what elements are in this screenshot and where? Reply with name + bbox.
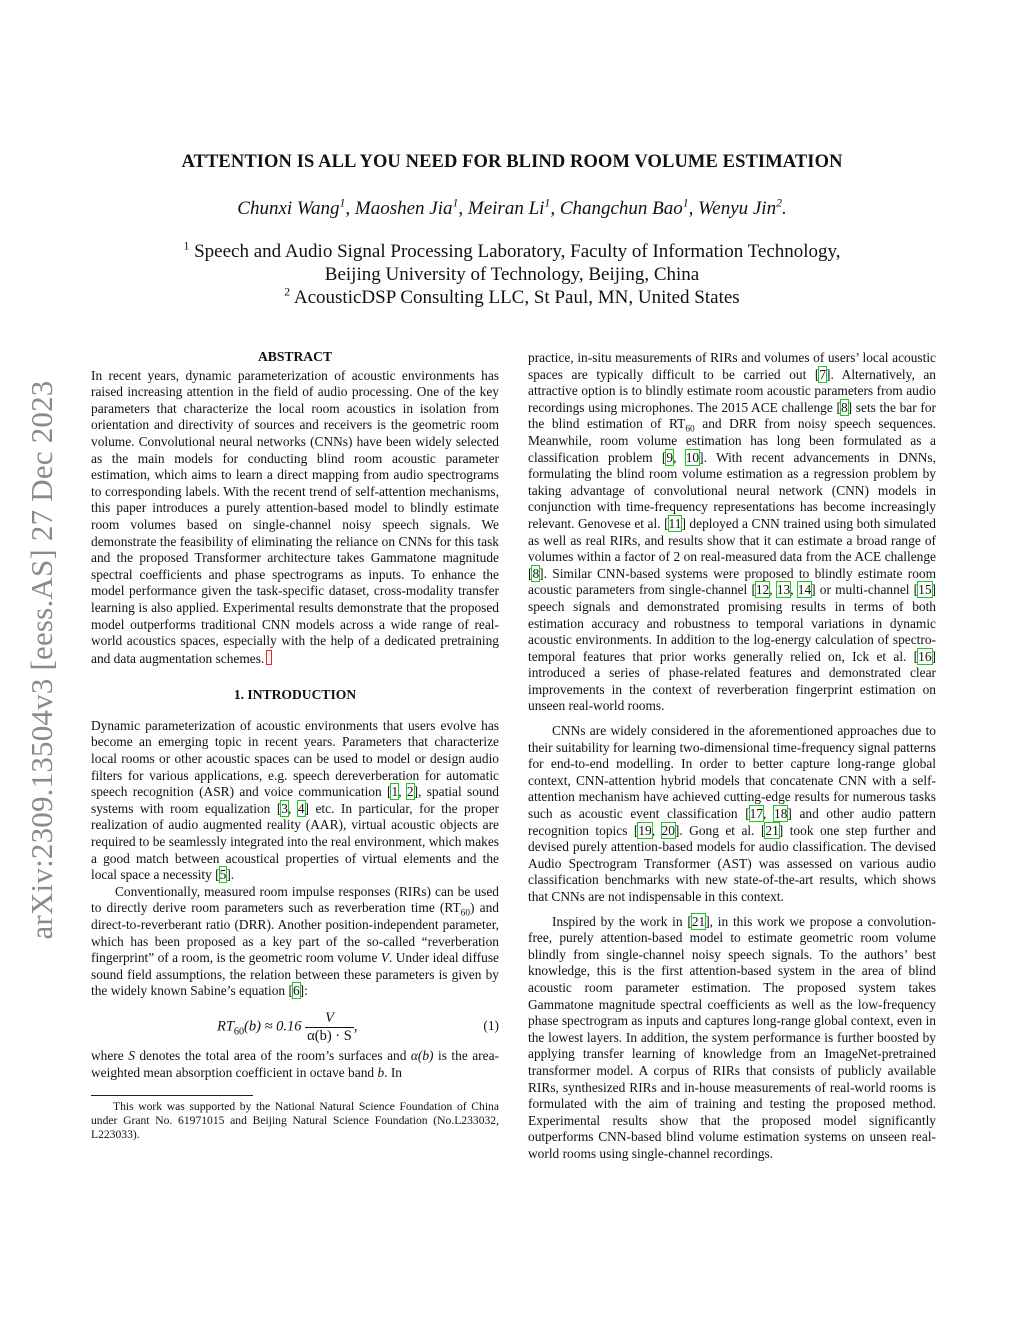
abstract-text: In recent years, dynamic parameterization of acoustic environments has raised increasing attention in the field of audio processing. One of the key parameters that characterize the local room acoustics in isolation from orientation and directivity of sources and receivers is the geometric room volume. Convolutional neural networks (CNNs) have been widely selected as the main models for conducting blind room acoustic parameter estimation, which aims to learn a direct mapping from audio spectrograms to corresponding labels. With the recent trend of self-attention mechanisms, this paper introduces a purely attention-based model to blindly estimate room volumes based on single-channel noisy speech signals. We demonstrate the feasibility of eliminating the reliance on CNNs for this task and the proposed Transformer architecture takes Gammatone magnitude spectral coefficients and phase spectrograms as inputs. To enhance the model performance given the task-specific dataset, cross-modality transfer learning is also applied. Experimental results demonstrate that the proposed model outperforms traditional CNN models across a wide range of real-world acoustics spaces, especially with the help of a dedicated pretraining and data augmentation schemes. [91,367,499,666]
citation-link[interactable]: 8 [532,565,540,581]
citation-link[interactable]: 13 [776,582,791,598]
affiliations [0,240,1024,309]
citation-link[interactable]: 5 [219,867,227,883]
citation-link[interactable]: 15 [918,582,932,598]
equation-expression: $RT_{60}(b) \approx 0.16$ $\frac{V}{\alpha(b) \cdot S}$ , [217,1009,358,1044]
citation-link[interactable]: 18 [774,806,788,822]
author: Changchun Bao$^1$, [559,196,699,219]
left-column [91,349,499,1142]
intro-paragraph: where S denotes the total area of the room’s surfaces and α(b) is the area-weighted mean absorption coefficient in octave band b. In [91,1047,499,1080]
citation-link[interactable]: 21 [765,822,779,838]
citation-link[interactable]: 16 [918,648,932,664]
citation-link[interactable]: 7 [819,366,827,382]
funding-note: This work was supported by the National Natural Science Foundation of China under Grant No. 61971015 and Beijing Natural Science Foundation (No.L233032, L223033). [91,1100,499,1142]
affiliation-1-location: Beijing University of Technology, Beijing, China [324,264,700,285]
citation-link[interactable]: 1 [391,784,399,800]
intro-paragraph: practice, in-situ measurements of RIRs and volumes of users’ local acoustic spaces are typically difficult to be carried out [7]. Alternatively, an attractive option is to blindly estimate room acoustic parameters from audio recordings using microphones. The 2015 ACE challenge [8] sets the bar for the blind estimation of $RT_{60}$ and DRR from noisy speech sequences. Meanwhile, room volume estimation has long been formulated as a classification problem [9, 10]. With recent advancements in DNNs, formulating the blind room volume estimation as a regression problem by taking advantage of convolutional neural network (CNN) models in conjunction with time-frequency representations has become increasingly relevant. Genovese et al. [11] deployed a CNN trained using both simulated as well as real RIRs, and results show that it can estimate a broad range of volumes within a factor of 2 on real-measured data from the ACE challenge [8]. Similar CNN-based systems were proposed to blindly estimate room acoustic parameters from single-channel [12, 13, 14] or multi-channel [15] speech signals and demonstrated promising results in terms of both estimation accuracy and robustness to temporal variations in dynamic acoustic environments. In addition to the log-energy calculation of spectro-temporal features that prior works generally relied on, Ick et al. [16] introduced a series of phase-related features and demonstrated clear improvements in the context of reverberation fingerprint estimation on unseen real-world rooms. [528,350,936,714]
arxiv-identifier: arXiv:2309.13504v3 [eess.AS] 27 Dec 2023 [24,380,59,940]
abstract-heading: ABSTRACT [257,349,333,364]
citation-link[interactable]: 3 [281,800,288,816]
citation-link[interactable]: 2 [406,784,414,800]
citation-link[interactable]: 11 [668,515,682,531]
author: Maoshen Jia$^1$, [354,196,468,219]
citation-link[interactable]: 4 [297,800,305,816]
section-heading-introduction: 1. INTRODUCTION [233,687,357,703]
equation-fraction: $\frac{V}{\alpha(b) \cdot S}$ [307,1009,352,1044]
equation-1 [91,1006,499,1044]
citation-link[interactable]: 9 [666,449,674,465]
citation-link[interactable]: 19 [638,822,652,838]
author-list [0,198,1024,220]
citation-link[interactable]: 10 [685,449,700,465]
citation-link[interactable]: 14 [797,582,812,598]
citation-link[interactable]: 17 [749,806,764,822]
intro-paragraph: Conventionally, measured room impulse responses (RIRs) can be used to directly derive room parameters such as reverberation time $(RT_{60})$ and direct-to-reverberant ratio (DRR). Another position-independent parameter, which has been proposed as a key part of the so-called “reverberation fingerprint” of a room, is the geometric room volume V. Under ideal diffuse sound field assumptions, the relation between these parameters is given by the widely known Sabine’s equation [6]: [91,883,499,999]
paper-title: ATTENTION IS ALL YOU NEED FOR BLIND ROOM VOLUME ESTIMATION [181,152,843,172]
intro-paragraph: CNNs are widely considered in the aforementioned approaches due to their suitability for learning two-dimensional time-frequency signal patterns for end-to-end modelling. In order to better capture long-range global context, CNN-attention hybrid models that concatenate CNN with a self-attention mechanism have achieved cutting-edge results for numerous tasks such as acoustic event classification [17, 18] and other audio pattern recognition topics [19, 20]. Gong et al. [21] took one step further and devised purely attention-based models for audio classification. The devised Audio Spectrogram Transformer (AST) was assessed on various audio classification benchmarks with new state-of-the-art results, which shows that CNNs are not indispensable in this context. [528,723,937,904]
link-marker [266,650,272,665]
right-column [528,350,936,1163]
citation-link[interactable]: 8 [840,399,848,415]
intro-paragraph: Inspired by the work in [21], in this work we propose a convolution-free, purely attention-based model to estimate geometric room volume blindly from single-channel noisy speech signals. To the authors’ best knowledge, this is the first attention-based system in the area of blind acoustic room parameter estimation. The proposed system takes Gammatone magnitude spectral coefficients as well as the low-frequency phase spectrogram as inputs and captures long-range global context, even in the lowest layers. In addition, the system performance is further boosted by applying transfer learning of knowledge from an ImageNet-pretrained transformer model. A corpus of RIRs that consists of publicly available RIRs, synthesized RIRs and in-house measurements of real-world rooms is formulated with the aim of training and testing the proposed method. Experimental results show that the proposed model significantly outperforms CNN-based blind volume estimation systems on unseen real-world rooms using single-channel recordings. [528,913,937,1161]
citation-link[interactable]: 21 [691,913,706,929]
citation-link[interactable]: 6 [292,983,300,999]
footnote-rule [91,1095,253,1096]
affiliation-1: $^1$ Speech and Audio Signal Processing Laboratory, Faculty of Information Technology, [183,239,841,262]
author: Meiran Li$^1$, [467,196,560,219]
affiliation-2: $^2$ AcousticDSP Consulting LLC, St Paul, MN, United States [284,285,740,308]
author: Wenyu Jin$^2$. [698,196,787,219]
equation-number: (1) [483,1017,499,1033]
footnote [91,1095,499,1142]
intro-paragraph: Dynamic parameterization of acoustic environments that users evolve has become an emerging topic in recent years. Parameters that characterize local rooms or other acoustic spaces can be used to model or design audio filters for various applications, e.g. speech dereverberation for automatic speech recognition (ASR) and voice communication [1, 2], spatial sound systems with room equalization [3, 4] etc. In particular, for the proper realization of audio augmented reality (AAR), virtual acoustic objects are required to be seamlessly integrated into the real environment, which makes a good match between acoustical properties of virtual elements and the local space a necessity [5]. [91,717,499,883]
citation-link[interactable]: 20 [661,822,675,838]
author: Chunxi Wang$^1$, [237,196,355,219]
citation-link[interactable]: 12 [755,582,770,598]
